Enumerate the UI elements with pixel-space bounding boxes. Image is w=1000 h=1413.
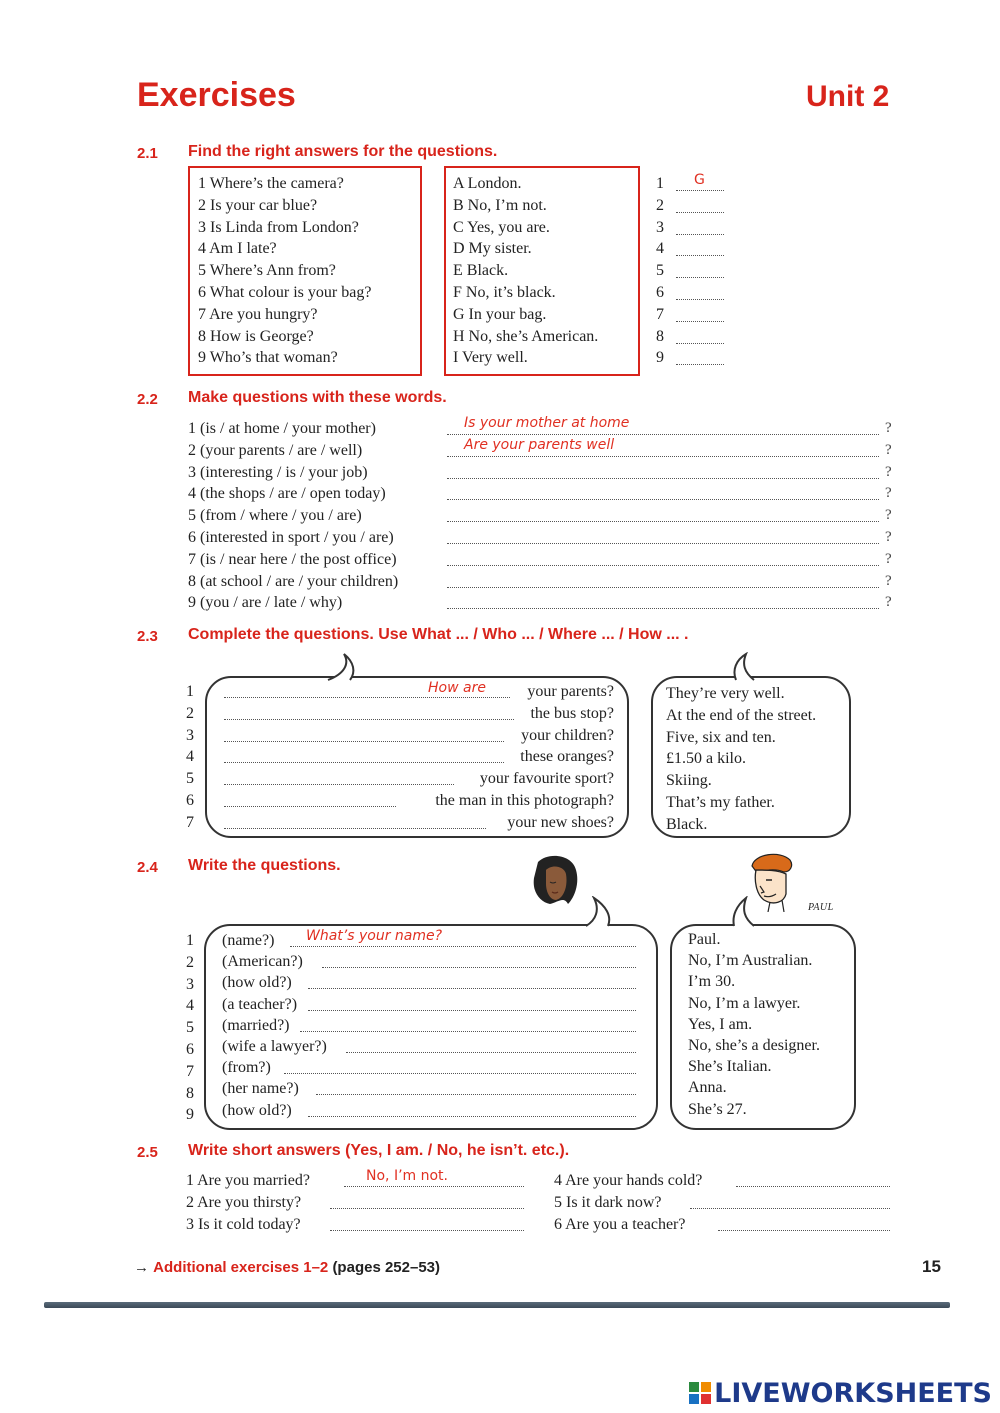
question-ending: your children? (521, 726, 614, 744)
item-number: 5 (186, 770, 194, 788)
question-mark: ? (885, 420, 892, 436)
slot-number: 1 (656, 175, 664, 192)
answer-slots (656, 173, 728, 369)
section-number: 2.4 (137, 859, 158, 876)
reply: They’re very well. (666, 685, 785, 702)
slot-number: 7 (656, 305, 664, 323)
answers-list (453, 173, 598, 369)
answer-line[interactable] (222, 1036, 642, 1057)
item-number: 2 (186, 953, 194, 971)
question: 4 Are your hands cold? (554, 1172, 703, 1189)
reply: No, I’m a lawyer. (688, 994, 801, 1012)
prompt: (from?) (222, 1059, 271, 1077)
question: 7 Are you hungry? (198, 305, 318, 323)
filled-answer: Are your parents well (464, 436, 615, 453)
filled-answer: No, I’m not. (366, 1168, 448, 1184)
link-pages: (pages 252–53) (332, 1259, 441, 1276)
question-mark: ? (885, 441, 892, 458)
answer-lines (447, 415, 893, 614)
reply: £1.50 a kilo. (666, 750, 746, 768)
reply: Yes, I am. (688, 1015, 753, 1033)
brand-name: LIVEWORKSHEETS (714, 1378, 992, 1409)
section-title: Find the right answers for the questions. (188, 143, 498, 160)
woman-illustration (528, 854, 582, 910)
page-title: Exercises (137, 76, 296, 114)
answer-line[interactable] (447, 462, 893, 484)
question-ending: the bus stop? (530, 704, 614, 722)
prompt: (American?) (222, 953, 303, 971)
answer-option: I Very well. (453, 349, 528, 367)
slot-number: 5 (656, 262, 664, 280)
item-number: 9 (186, 1106, 194, 1124)
reply-list (688, 929, 820, 1120)
prompt: (name?) (222, 932, 275, 949)
answer-line[interactable] (447, 571, 893, 593)
footer-divider (44, 1302, 950, 1308)
answer-option: A London. (453, 175, 522, 192)
answer-slot[interactable] (656, 260, 728, 282)
question: 2 Is your car blue? (198, 196, 318, 214)
answer-line[interactable] (186, 1192, 526, 1214)
question-mark: ? (885, 550, 892, 567)
question: 6 What colour is your bag? (198, 283, 372, 301)
reply: Paul. (688, 931, 721, 948)
answer-option: G In your bag. (453, 305, 547, 323)
question: 5 Is it dark now? (554, 1193, 662, 1211)
answer-line[interactable] (554, 1170, 892, 1192)
answer-line[interactable] (222, 1100, 642, 1121)
reply: Black. (666, 815, 708, 833)
question-rows (222, 930, 642, 1121)
question-mark: ? (885, 528, 892, 545)
reply: Anna. (688, 1079, 727, 1097)
filled-answer: Is your mother at home (464, 415, 630, 431)
prompt: (a teacher?) (222, 995, 298, 1013)
answer-option: C Yes, you are. (453, 218, 550, 236)
question: 9 Who’s that woman? (198, 349, 338, 367)
answer-line[interactable] (447, 505, 893, 527)
answer-line[interactable] (222, 1078, 642, 1099)
item-number: 3 (186, 975, 194, 993)
answer-line[interactable] (222, 768, 614, 790)
answer-option: H No, she’s American. (453, 327, 599, 345)
question-mark: ? (885, 507, 892, 524)
question-ending: your new shoes? (507, 813, 614, 831)
item-number: 7 (186, 813, 194, 831)
reply: She’s Italian. (688, 1058, 772, 1076)
question: 1 Are you married? (186, 1172, 310, 1189)
answer-line[interactable] (222, 703, 614, 725)
question: 2 Are you thirsty? (186, 1193, 302, 1211)
item-number: 4 (186, 997, 194, 1015)
link-text: Additional exercises 1–2 (153, 1259, 329, 1276)
reply: I’m 30. (688, 973, 736, 991)
arrow-icon: → (134, 1259, 149, 1276)
answer-slot[interactable] (656, 173, 728, 195)
question-mark: ? (885, 594, 892, 611)
question-rows (222, 681, 614, 834)
answer-line[interactable] (447, 592, 893, 614)
answer-line[interactable] (186, 1214, 526, 1236)
answer-line[interactable] (554, 1214, 892, 1236)
section-title: Make questions with these words. (188, 389, 447, 406)
filled-answer: What’s your name? (306, 928, 443, 944)
item-number: 7 (186, 1062, 194, 1080)
answer-option: F No, it’s black. (453, 283, 556, 301)
question: 1 Where’s the camera? (198, 175, 344, 192)
bubble-tail (320, 652, 360, 682)
reply: No, she’s a designer. (688, 1037, 820, 1055)
answer-slot[interactable] (656, 347, 728, 369)
prompt: 1 (is / at home / your mother) (188, 420, 376, 437)
item-number: 6 (186, 1040, 194, 1058)
page-number: 15 (922, 1257, 941, 1276)
liveworksheets-logo (689, 1378, 992, 1409)
item-number: 1 (186, 932, 194, 949)
answer-option: E Black. (453, 262, 509, 280)
prompt: 2 (your parents / are / well) (188, 441, 363, 459)
reply: Skiing. (666, 772, 712, 790)
unit-label: Unit 2 (806, 80, 890, 113)
answer-line[interactable] (222, 746, 614, 768)
question-ending: these oranges? (520, 748, 614, 766)
question-mark: ? (885, 572, 892, 589)
item-number: 6 (186, 791, 194, 809)
prompt: 5 (from / where / you / are) (188, 507, 362, 525)
prompt: (wife a lawyer?) (222, 1037, 327, 1055)
liveworksheets-icon (689, 1382, 711, 1404)
prompt: (how old?) (222, 974, 292, 992)
slot-number: 8 (656, 327, 664, 345)
prompt: (her name?) (222, 1080, 299, 1098)
item-number: 3 (186, 726, 194, 744)
answer-option: D My sister. (453, 240, 532, 258)
answer-line[interactable] (222, 1015, 642, 1036)
question: 3 Is it cold today? (186, 1215, 301, 1233)
slot-number: 6 (656, 283, 664, 301)
section-number: 2.1 (137, 145, 158, 162)
item-number: 5 (186, 1019, 194, 1037)
answer-line[interactable] (222, 1057, 642, 1078)
reply: That’s my father. (666, 793, 775, 811)
answer-slot[interactable] (656, 217, 728, 239)
answer-slot[interactable] (656, 326, 728, 348)
answer-line[interactable] (447, 549, 893, 571)
questions-list (198, 173, 371, 369)
prompt: (how old?) (222, 1101, 292, 1119)
additional-exercises-link[interactable] (134, 1259, 440, 1276)
prompt: 3 (interesting / is / your job) (188, 463, 368, 481)
answer-line[interactable] (222, 812, 614, 834)
question-ending: your parents? (527, 683, 614, 700)
slot-number: 4 (656, 240, 664, 258)
question-numbers (186, 681, 194, 834)
question-mark: ? (885, 463, 892, 480)
paul-caption: PAUL (808, 902, 834, 913)
question: 5 Where’s Ann from? (198, 262, 336, 280)
answer-line[interactable] (222, 725, 614, 747)
reply: No, I’m Australian. (688, 952, 813, 970)
answer-slot[interactable] (656, 304, 728, 326)
answer-line[interactable] (222, 972, 642, 993)
answer-slot[interactable] (656, 238, 728, 260)
item-number: 4 (186, 748, 194, 766)
question-ending: the man in this photograph? (435, 791, 614, 809)
slot-number: 2 (656, 196, 664, 214)
answer-option: B No, I’m not. (453, 196, 547, 214)
section-number: 2.2 (137, 391, 158, 408)
prompt: 6 (interested in sport / you / are) (188, 528, 394, 546)
section-title: Write the questions. (188, 857, 341, 874)
section-number: 2.5 (137, 1144, 158, 1161)
prompt: 9 (you / are / late / why) (188, 594, 343, 612)
answer-line[interactable] (447, 483, 893, 505)
item-number: 2 (186, 704, 194, 722)
answer-line[interactable] (447, 436, 893, 462)
answer-slot[interactable] (656, 282, 728, 304)
reply: She’s 27. (688, 1100, 747, 1118)
prompt: (married?) (222, 1016, 290, 1034)
section-title: Complete the questions. Use What ... / Who ... / Where ... / How ... . (188, 626, 689, 643)
slot-number: 9 (656, 349, 664, 367)
reply: At the end of the street. (666, 706, 817, 724)
prompt: 4 (the shops / are / open today) (188, 485, 386, 503)
answer-line[interactable] (554, 1192, 892, 1214)
question: 6 Are you a teacher? (554, 1215, 686, 1233)
answer-line[interactable] (222, 930, 642, 951)
item-number: 8 (186, 1084, 194, 1102)
slot-number: 3 (656, 218, 664, 236)
filled-answer: How are (428, 680, 486, 696)
question-mark: ? (885, 485, 892, 502)
question-prompts (188, 418, 398, 614)
item-number: 1 (186, 683, 194, 700)
question-ending: your favourite sport? (479, 770, 614, 788)
section-number: 2.3 (137, 628, 158, 645)
bubble-tail (580, 896, 620, 928)
answer-line[interactable] (222, 994, 642, 1015)
filled-answer: G (694, 172, 705, 188)
bubble-tail (726, 652, 766, 682)
prompt: 8 (at school / are / your children) (188, 572, 399, 590)
answer-line[interactable] (222, 681, 614, 703)
section-title: Write short answers (Yes, I am. / No, he isn’t. etc.). (188, 1142, 570, 1159)
answer-line[interactable] (222, 951, 642, 972)
answer-line[interactable] (447, 527, 893, 549)
prompt: 7 (is / near here / the post office) (188, 550, 397, 568)
reply: Five, six and ten. (666, 728, 776, 746)
short-answers-right (554, 1170, 892, 1235)
answer-line[interactable] (186, 1170, 526, 1192)
bubble-tail (726, 896, 766, 928)
short-answers-left (186, 1170, 526, 1235)
reply-list (666, 683, 816, 836)
question-numbers (186, 930, 194, 1126)
question: 8 How is George? (198, 327, 314, 345)
question: 3 Is Linda from London? (198, 218, 359, 236)
answer-slot[interactable] (656, 195, 728, 217)
answer-line[interactable] (222, 790, 614, 812)
question: 4 Am I late? (198, 240, 277, 258)
